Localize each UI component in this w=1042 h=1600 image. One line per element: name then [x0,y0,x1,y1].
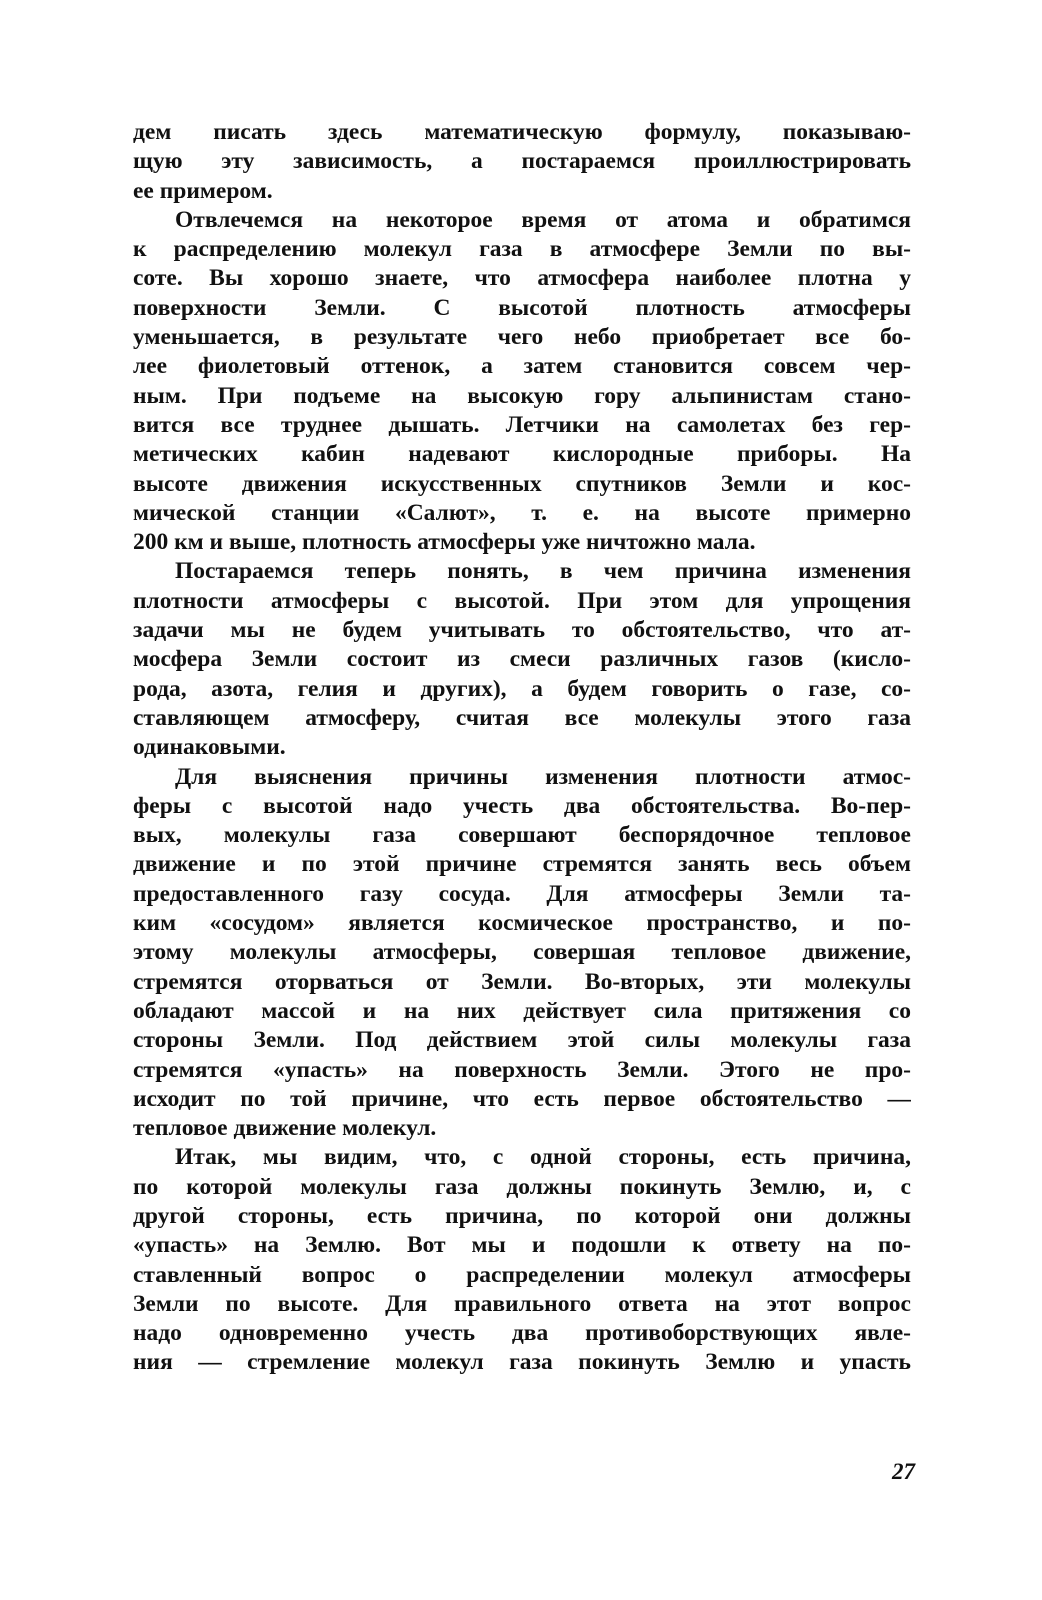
text-line: задачи мы не будем учитывать то обстоятельство, что ат- [133,617,911,644]
text-line: плотности атмосферы с высотой. При этом для упрощения [133,587,911,614]
page-body [133,118,911,1378]
text-line: «упасть» на Землю. Вот мы и подошли к ответу на по- [133,1232,911,1259]
text-line: Отвлечемся на некоторое время от атома и обратимся [175,206,911,233]
text-line: мической станции «Салют», т. е. на высоте примерно [133,499,911,526]
text-line: вится все труднее дышать. Летчики на самолетах без гер- [133,411,911,438]
text-line: лее фиолетовый оттенок, а затем становится совсем чер- [133,353,911,380]
text-line: рода, азота, гелия и других), а будем говорить о газе, со- [133,675,911,702]
text-line: дем писать здесь математическую формулу, показываю- [133,119,911,145]
text-line: к распределению молекул газа в атмосфере Земли по вы- [133,236,911,263]
text-line: Для выяснения причины изменения плотности атмос- [175,763,911,790]
text-line: другой стороны, есть причина, по которой они должны [133,1202,911,1229]
text-line: ния — стремление молекул газа покинуть Землю и упасть [133,1349,911,1376]
text-line: этому молекулы атмосферы, совершая тепловое движение, [133,939,911,966]
text-line: ким «сосудом» является космическое пространство, и по- [133,910,911,937]
text-line: соте. Вы хорошо знаете, что атмосфера наиболее плотна у [133,265,911,292]
text-line: Итак, мы видим, что, с одной стороны, есть причина, [175,1144,911,1171]
text-line: ным. При подъеме на высокую гору альпинистам стано- [133,382,911,409]
text-line: высоте движения искусственных спутников Земли и кос- [133,470,911,497]
text-line: стремятся «упасть» на поверхность Земли. Этого не про- [133,1056,911,1083]
text-line: мосфера Земли состоит из смеси различных газов (кисло- [133,646,911,673]
text-line: метических кабин надевают кислородные приборы. На [133,441,911,468]
text-line: поверхности Земли. С высотой плотность атмосферы [133,294,911,321]
text-line: Постараемся теперь понять, в чем причина изменения [175,558,911,585]
text-line: вых, молекулы газа совершают беспорядочное тепловое [133,822,911,849]
text-line: стремятся оторваться от Земли. Во-вторых, эти молекулы [133,968,911,995]
text-line: надо одновременно учесть два противоборствующих явле- [133,1320,911,1347]
text-line: стороны Земли. Под действием этой силы молекулы газа [133,1027,911,1054]
text-line: 200 км и выше, плотность атмосферы уже ничтожно мала. [133,529,756,556]
text-line: ставляющем атмосферу, считая все молекулы этого газа [133,704,911,731]
text-line: предоставленного газу сосуда. Для атмосферы Земли та- [133,880,911,907]
text-line: исходит по той причине, что есть первое обстоятельство — [133,1085,911,1112]
text-line: ее примером. [133,177,273,204]
text-line: обладают массой и на них действует сила притяжения со [133,997,911,1024]
text-line: щую эту зависимость, а постараемся проиллюстрировать [133,148,911,175]
text-line: уменьшается, в результате чего небо приобретает все бо- [133,324,911,351]
text-line: по которой молекулы газа должны покинуть Землю, и, с [133,1173,911,1200]
text-line: ставленный вопрос о распределении молекул атмосферы [133,1261,911,1288]
text-line: тепловое движение молекул. [133,1115,437,1142]
text-line: движение и по этой причине стремятся занять весь объем [133,851,911,878]
text-line: одинаковыми. [133,734,286,761]
text-line: феры с высотой надо учесть два обстоятельства. Во-пер- [133,792,911,819]
text-line: Земли по высоте. Для правильного ответа на этот вопрос [133,1290,911,1317]
page-number: 27 [892,1459,915,1484]
